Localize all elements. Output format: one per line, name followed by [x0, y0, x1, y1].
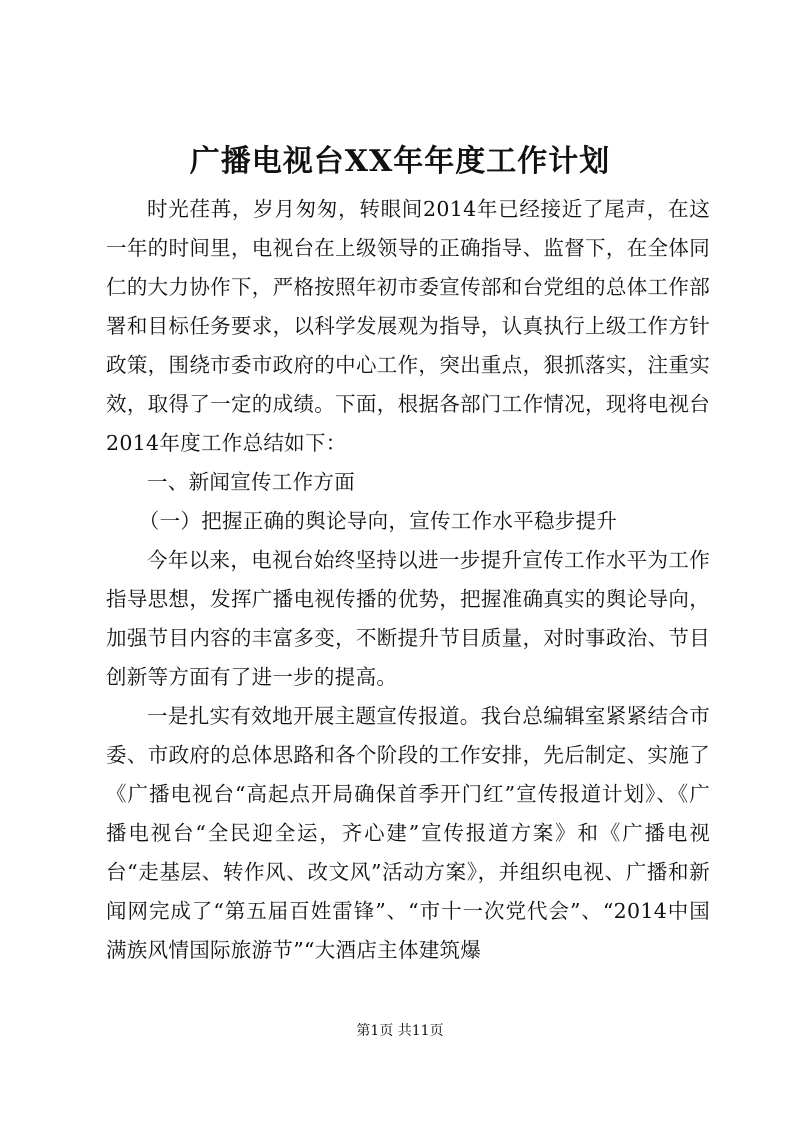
- section-heading: 一、新闻宣传工作方面: [147, 470, 355, 494]
- subsection-heading: （一）把握正确的舆论导向，宣传工作水平稳步提升: [138, 509, 618, 533]
- document-title: 广播电视台XX年年度工作计划: [189, 144, 611, 179]
- page-number-footer: 第1页 共11页: [356, 1023, 444, 1039]
- paragraph-guidance: 今年以来，电视台始终坚持以进一步提升宣传工作水平为工作指导思想，发挥广播电视传播的优势，把握准确真实的舆论导向，加强节目内容的丰富多变，不断提升节目质量，对时事政治、节目创新等方面有了进一步的提高。: [106, 548, 710, 689]
- document-body: [106, 190, 710, 970]
- paragraph-intro: 时光荏苒，岁月匆匆，转眼间2014年已经接近了尾声，在这一年的时间里，电视台在上级领导的正确指导、监督下，在全体同仁的大力协作下，严格按照年初市委宣传部和台党组的总体工作部署和目标任务要求，以科学发展观为指导，认真执行上级工作方针政策，围绕市委市政府的中心工作，突出重点，狠抓落实，注重实效，取得了一定的成绩。下面，根据各部门工作情况，现将电视台2014年度工作总结如下：: [106, 197, 710, 455]
- paragraph-theme-reporting: 一是扎实有效地开展主题宣传报道。我台总编辑室紧紧结合市委、市政府的总体思路和各个阶段的工作安排，先后制定、实施了《广播电视台“高起点开局确保首季开门红”宣传报道计划》、《广播电视台“全民迎全运，齐心建”宣传报道方案》和《广播电视台“走基层、转作风、改文风”活动方案》，并组织电视、广播和新闻网完成了“第五届百姓雷锋”、“市十一次党代会”、“2014中国满族风情国际旅游节”“大酒店主体建筑爆: [106, 704, 710, 962]
